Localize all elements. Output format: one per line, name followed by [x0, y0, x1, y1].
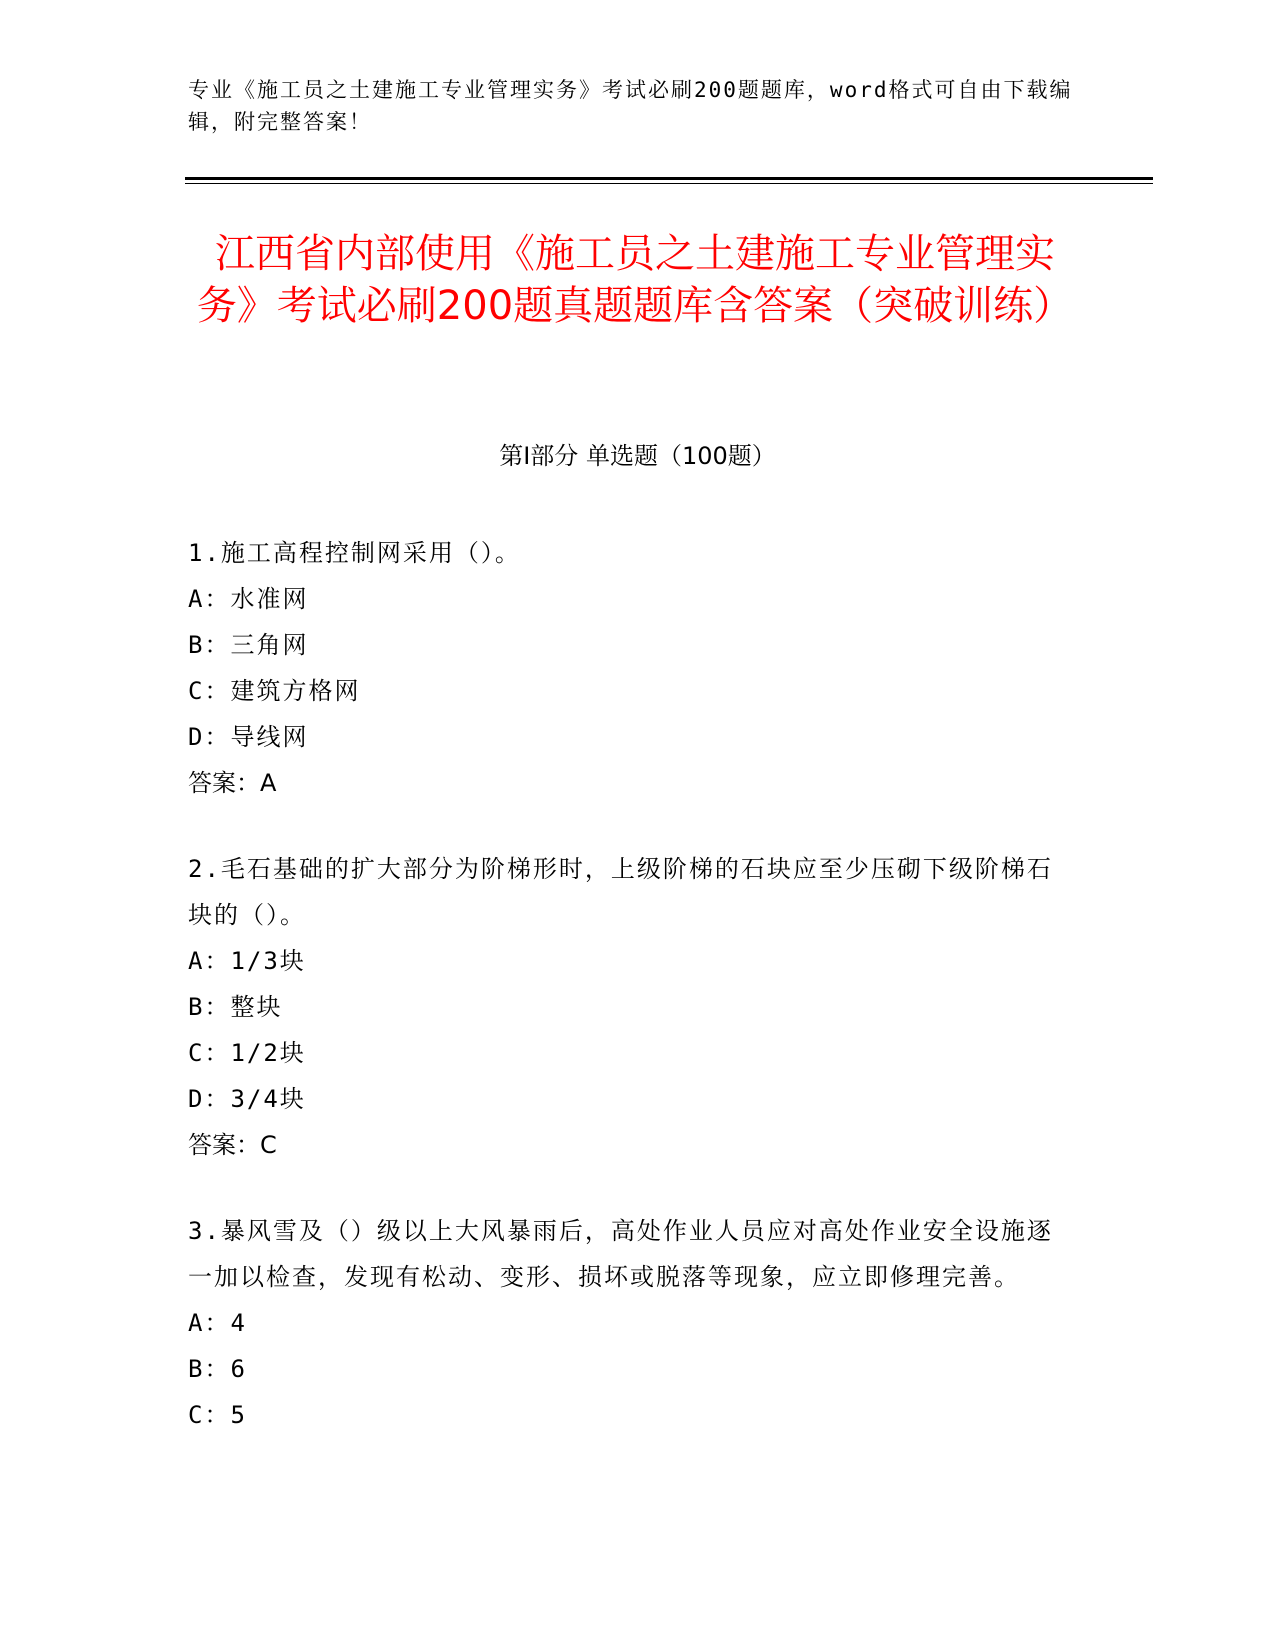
option-b: B：6: [188, 1355, 247, 1383]
option-a: A：水准网: [188, 585, 309, 613]
option-c: C：5: [188, 1401, 247, 1429]
option-d: D：导线网: [188, 723, 309, 751]
question-3: [188, 1208, 1068, 1438]
question-stem: 1.施工高程控制网采用（）。: [188, 539, 521, 567]
option-a: A：4: [188, 1309, 247, 1337]
option-b: B：三角网: [188, 631, 309, 659]
question-1: [188, 530, 1068, 806]
header-rule-thick: [185, 177, 1153, 180]
answer: 答案：C: [188, 1131, 277, 1159]
option-b: B：整块: [188, 993, 283, 1021]
option-a: A：1/3块: [188, 947, 306, 975]
question-stem: 2.毛石基础的扩大部分为阶梯形时，上级阶梯的石块应至少压砌下级阶梯石块的（）。: [188, 855, 1053, 929]
question-stem: 3.暴风雪及（）级以上大风暴雨后，高处作业人员应对高处作业安全设施逐一加以检查，发现有松动、变形、损坏或脱落等现象，应立即修理完善。: [188, 1217, 1053, 1291]
option-d: D：3/4块: [188, 1085, 306, 1113]
header-rule-thin: [185, 183, 1153, 184]
section-title: 第Ⅰ部分 单选题（100题）: [499, 442, 776, 470]
question-list: [188, 530, 1068, 1478]
question-2: [188, 846, 1068, 1168]
document-title: 江西省内部使用《施工员之土建施工专业管理实务》考试必刷200题真题题库含答案（突破训练）: [196, 231, 1074, 329]
answer: 答案：A: [188, 769, 277, 797]
header-note: 专业《施工员之土建施工专业管理实务》考试必刷200题题库，word格式可自由下载编辑，附完整答案！: [188, 78, 1073, 134]
option-c: C：1/2块: [188, 1039, 306, 1067]
option-c: C：建筑方格网: [188, 677, 361, 705]
